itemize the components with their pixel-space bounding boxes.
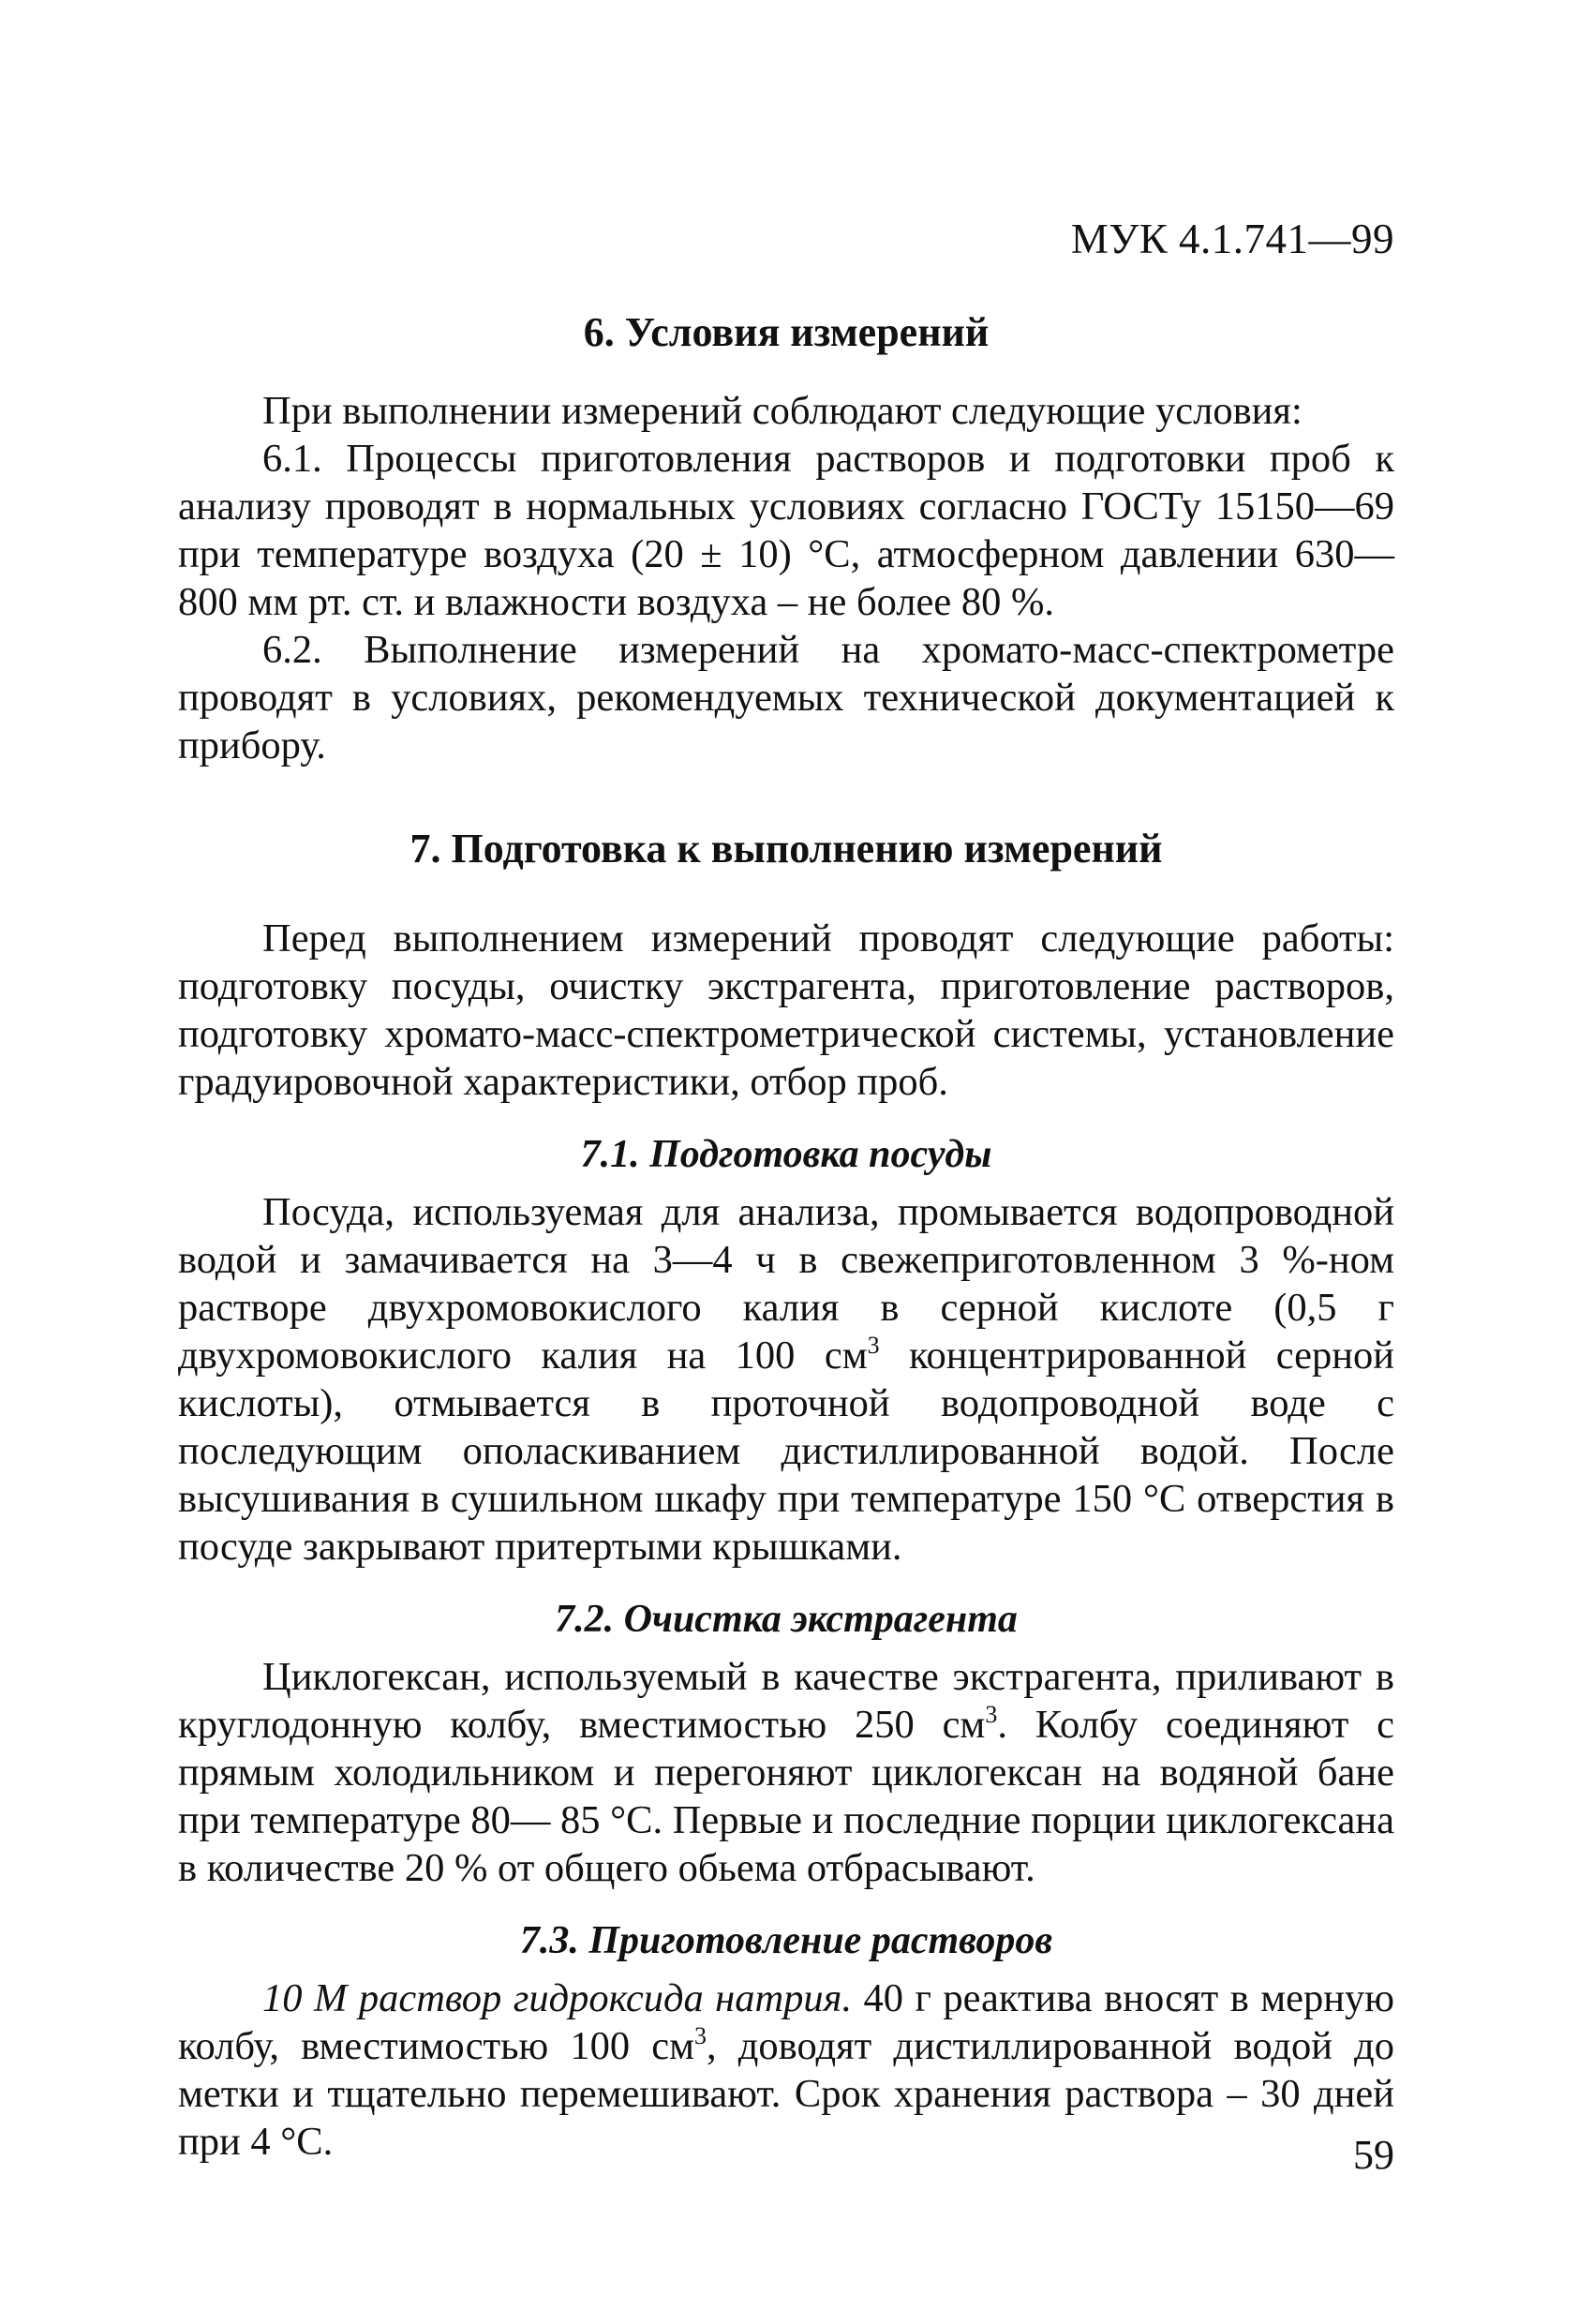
- page-content: [178, 305, 1394, 2166]
- subsection-7-2-text: [178, 1653, 1394, 1892]
- superscript: 3: [985, 1701, 998, 1728]
- superscript: 3: [867, 1332, 880, 1359]
- subsection-7-3-text: [178, 1974, 1394, 2166]
- text-fragment: , доводят дистиллированной водой до метки и тщательно перемешивают. Срок хранения раствора – 30 дней при 4 °С.: [178, 2024, 1394, 2164]
- section-6-heading: 6. Условия измерений: [583, 309, 990, 355]
- subsection-7-1-text: [178, 1188, 1394, 1571]
- document-code: МУК 4.1.741—99: [1070, 216, 1394, 262]
- page-number: 59: [1353, 2132, 1394, 2178]
- text-fragment: концентрированной серной кислоты), отмывается в проточной водопроводной воде с последующим ополаскиванием дистиллированной водой. После высушивания в сушильном шкафу при температуре 150 °С отверстия в посуде закрывают притертыми крышками.: [178, 1333, 1394, 1569]
- subsection-7-3-heading: 7.3. Приготовление растворов: [519, 1919, 1053, 1962]
- item-6-1: 6.1. Процессы приготовления растворов и подготовки проб к анализу проводят в нормальных условиях согласно ГОСТу 15150—69 при температуре воздуха (20 ± 10) °С, атмосферном давлении 630—800 мм рт. ст. и влажности воздуха – не более 80 %.: [178, 437, 1394, 624]
- text-fragment: 40 г реактива вносят в мерную колбу, вместимостью 100 см: [178, 1976, 1394, 2068]
- section-7-heading: 7. Подготовка к выполнению измерений: [409, 826, 1163, 872]
- subsection-7-2-heading: 7.2. Очистка экстрагента: [555, 1598, 1018, 1641]
- superscript: 3: [694, 2022, 707, 2049]
- text-fragment: Циклогексан, используемый в качестве экстрагента, приливают в круглодонную колбу, вместимостью 250 см: [178, 1655, 1394, 1747]
- section-7-intro: Перед выполнением измерений проводят следующие работы: подготовку посуды, очистку экстрагента, приготовление растворов, подготовку хромато-масс-спектрометрической системы, установление градуировочной характеристики, отбор проб.: [178, 916, 1394, 1104]
- item-6-2: 6.2. Выполнение измерений на хромато-масс-спектрометре проводят в условиях, рекомендуемых технической документацией к прибору.: [178, 628, 1394, 767]
- reagent-term: 10 М раствор гидроксида натрия.: [262, 1976, 853, 2020]
- text-fragment: Посуда, используемая для анализа, промывается водопроводной водой и замачивается на 3—4 ч в свежеприготовленном 3 %-ном растворе двухромовокислого калия в серной кислоте (0,5 г двухромовокислого калия на 100 см: [178, 1190, 1394, 1378]
- text-fragment: . Колбу соединяют с прямым холодильником и перегоняют циклогексан на водяной бане при температуре 80— 85 °С. Первые и последние порции циклогексана в количестве 20 % от общего обьема отбрасывают.: [178, 1703, 1395, 1890]
- section-6-intro: При выполнении измерений соблюдают следующие условия:: [262, 389, 1303, 433]
- subsection-7-1-heading: 7.1. Подготовка посуды: [580, 1133, 992, 1176]
